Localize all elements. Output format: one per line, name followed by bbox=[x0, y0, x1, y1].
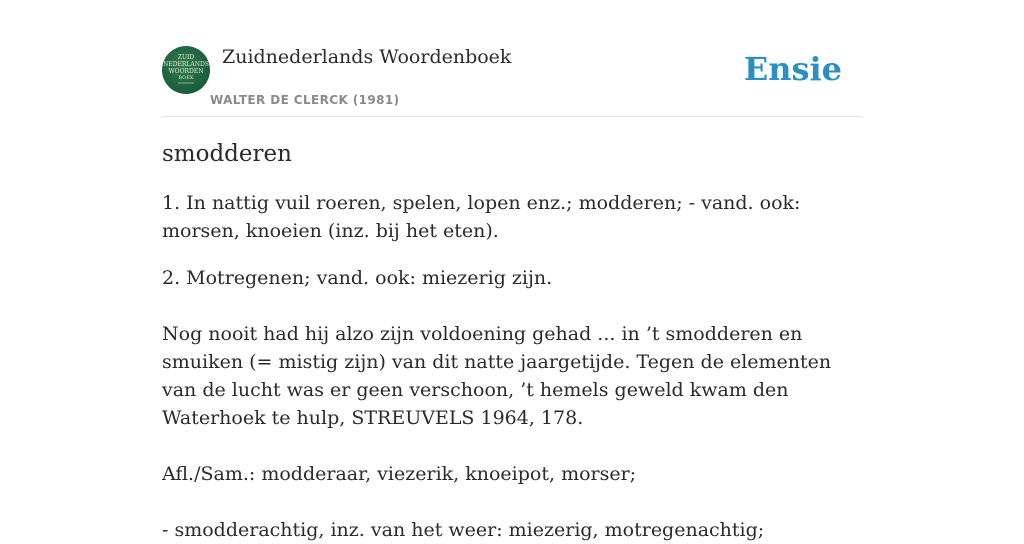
book-cover-logo-icon bbox=[162, 46, 210, 94]
dictionary-author: WALTER DE CLERCK (1981) bbox=[210, 93, 400, 107]
dictionary-header bbox=[162, 46, 862, 117]
entry-sense-1: 1. In nattig vuil roeren, spelen, lopen enz.; modderen; - vand. ook: morsen, knoeien (inz. bij het eten). bbox=[162, 192, 801, 242]
entry-content bbox=[162, 138, 862, 544]
dictionary-logo[interactable] bbox=[162, 46, 210, 94]
logo-text-line-4: BOEK bbox=[178, 75, 194, 81]
ensie-logo-link[interactable]: Ensie bbox=[743, 50, 842, 88]
logo-text-line-2: NEDERLANDS bbox=[163, 61, 209, 68]
entry-quote: Nog nooit had hij alzo zijn voldoening gehad ... in ’t smodderen en smuiken (= mistig zijn) van dit natte jaargetijde. Tegen de elementen van de lucht was er geen verschoon, ’t hemels geweld kwam den Waterhoek te hulp, STREUVELS 1964, 178. bbox=[162, 323, 832, 429]
entry-derivation-line-2: - smodderachtig, inz. van het weer: miezerig, motregenachtig; bbox=[162, 519, 765, 541]
dictionary-title[interactable]: Zuidnederlands Woordenboek bbox=[222, 46, 512, 68]
entry-headword: smodderen bbox=[162, 141, 292, 167]
entry-derivations: Afl./Sam.: modderaar, viezerik, knoeipot, morser; bbox=[162, 463, 637, 485]
entry-sense-2: 2. Motregenen; vand. ook: miezerig zijn. bbox=[162, 267, 553, 289]
logo-text-line-1: ZUID bbox=[177, 54, 195, 61]
logo-text-line-3: WOORDEN bbox=[168, 68, 204, 75]
